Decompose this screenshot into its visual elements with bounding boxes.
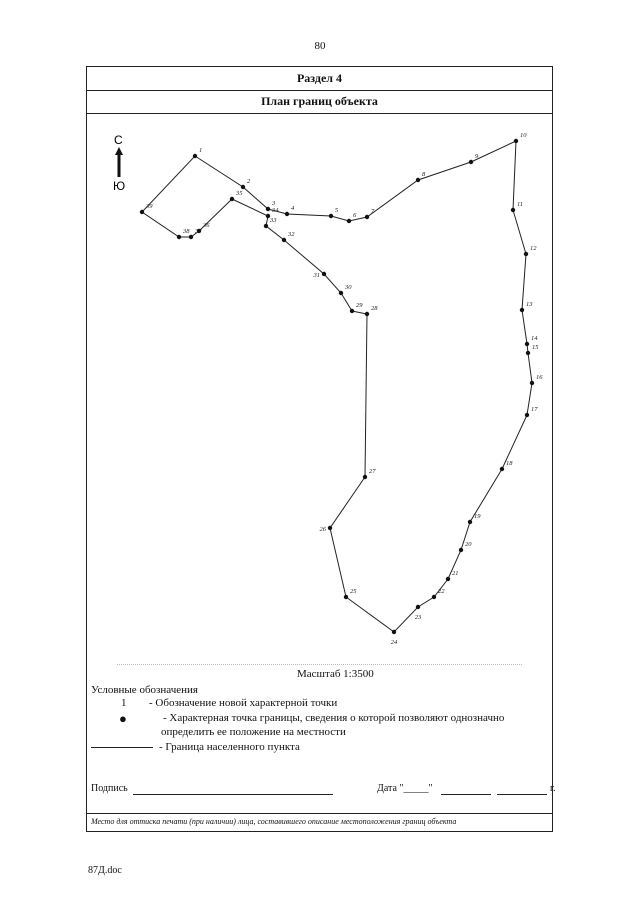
boundary-point bbox=[266, 214, 270, 218]
boundary-point bbox=[432, 595, 436, 599]
boundary-point-label: 2 bbox=[247, 178, 251, 185]
boundary-point-label: 20 bbox=[465, 541, 472, 548]
boundary-point-label: 23 bbox=[414, 614, 422, 621]
boundary-point-label: 17 bbox=[531, 406, 538, 413]
boundary-point bbox=[416, 605, 420, 609]
compass-south-label: Ю bbox=[113, 179, 126, 193]
boundary-point bbox=[459, 548, 463, 552]
signature-label: Подпись bbox=[91, 783, 128, 794]
boundary-point bbox=[468, 520, 472, 524]
boundary-points bbox=[140, 132, 543, 646]
boundary-point-label: 7 bbox=[371, 208, 375, 215]
stamp-place-note: Место для оттиска печати (при наличии) лица, составившего описание местоположения границ объекта bbox=[91, 817, 457, 826]
compass-arrowhead-icon bbox=[115, 147, 123, 155]
boundary-point-label: 9 bbox=[475, 153, 479, 160]
boundary-point bbox=[525, 342, 529, 346]
boundary-point bbox=[264, 224, 268, 228]
boundary-point-label: 37 bbox=[195, 228, 202, 235]
boundary-point-label: 18 bbox=[506, 460, 513, 467]
boundary-point bbox=[416, 178, 420, 182]
boundary-point-label: 3 bbox=[272, 200, 276, 207]
legend-point-text-line2: определить ее положение на местности bbox=[161, 726, 346, 738]
boundary-point bbox=[282, 238, 286, 242]
boundary-point-label: 28 bbox=[371, 305, 378, 312]
boundary-point bbox=[177, 235, 181, 239]
boundary-point-label: 10 bbox=[520, 132, 527, 139]
boundary-point-label: 5 bbox=[335, 207, 339, 214]
legend-point-dot-icon: ● bbox=[119, 711, 127, 726]
section-title: Раздел 4 bbox=[87, 67, 552, 91]
boundary-point-label: 30 bbox=[345, 284, 352, 291]
legend-boundary-text: - Граница населенного пункта bbox=[159, 741, 300, 753]
legend-new-point-text: - Обозначение новой характерной точки bbox=[149, 697, 338, 709]
boundary-point-label: 33 bbox=[270, 217, 277, 224]
boundary-point-label: 21 bbox=[452, 570, 459, 577]
boundary-point-label: 26 bbox=[319, 526, 326, 533]
boundary-point-label: 32 bbox=[288, 231, 295, 238]
compass bbox=[113, 133, 125, 193]
boundary-point-label: 34 bbox=[272, 207, 279, 214]
legend-title: Условные обозначения bbox=[91, 684, 198, 696]
boundary-point bbox=[526, 351, 530, 355]
boundary-point bbox=[469, 160, 473, 164]
legend-point-text-line1: - Характерная точка границы, сведения о которой позволяют однозначно bbox=[163, 712, 505, 724]
document-filename: 87Д.doc bbox=[88, 865, 122, 876]
boundary-point-label: 29 bbox=[356, 302, 363, 309]
boundary-point bbox=[193, 154, 197, 158]
boundary-point-label: 27 bbox=[369, 468, 376, 475]
boundary-point-label: 19 bbox=[474, 513, 481, 520]
boundary-point bbox=[140, 210, 144, 214]
boundary-point bbox=[514, 139, 518, 143]
legend-new-point-symbol: 1 bbox=[121, 697, 127, 709]
boundary-point bbox=[500, 467, 504, 471]
boundary-point-label: 36 bbox=[203, 222, 210, 229]
boundary-point-label: 25 bbox=[350, 588, 357, 595]
page-number: 80 bbox=[314, 40, 326, 52]
boundary-point-label: 13 bbox=[526, 301, 533, 308]
boundary-point bbox=[266, 207, 270, 211]
boundary-point bbox=[347, 219, 351, 223]
boundary-point-label: 31 bbox=[313, 272, 320, 279]
boundary-point-label: 35 bbox=[236, 190, 243, 197]
boundary-point-label: 16 bbox=[536, 374, 543, 381]
boundary-point bbox=[363, 475, 367, 479]
plan-title: План границ объекта bbox=[87, 90, 552, 114]
date-label: Дата "_____" bbox=[377, 783, 433, 794]
year-suffix: г. bbox=[550, 783, 556, 794]
boundary-point bbox=[329, 214, 333, 218]
boundary-point bbox=[365, 312, 369, 316]
boundary-point bbox=[392, 630, 396, 634]
boundary-point bbox=[328, 526, 332, 530]
boundary-point-label: 4 bbox=[291, 205, 295, 212]
boundary-point-label: 1 bbox=[199, 147, 203, 154]
boundary-point bbox=[520, 308, 524, 312]
boundary-point-label: 12 bbox=[530, 245, 537, 252]
boundary-point bbox=[230, 197, 234, 201]
boundary-point-label: 14 bbox=[531, 335, 538, 342]
boundary-point bbox=[511, 208, 515, 212]
boundary-point bbox=[530, 381, 534, 385]
boundary-point-label: 6 bbox=[353, 212, 357, 219]
boundary-point bbox=[524, 252, 528, 256]
boundary-line bbox=[142, 141, 532, 632]
boundary-point bbox=[285, 212, 289, 216]
boundary-point bbox=[446, 577, 450, 581]
boundary-point-label: 8 bbox=[422, 171, 426, 178]
boundary-point-label: 39 bbox=[146, 203, 153, 210]
boundary-point bbox=[350, 309, 354, 313]
boundary-point bbox=[344, 595, 348, 599]
boundary-point bbox=[525, 413, 529, 417]
boundary-point bbox=[339, 291, 343, 295]
boundary-point-label: 11 bbox=[517, 201, 524, 208]
compass-north-label: С bbox=[114, 133, 123, 147]
boundary-point-label: 24 bbox=[390, 639, 398, 646]
boundary-point bbox=[189, 235, 193, 239]
boundary-point bbox=[322, 272, 326, 276]
boundary-point-label: 38 bbox=[183, 228, 190, 235]
boundary-point bbox=[241, 185, 245, 189]
boundary-point-label: 15 bbox=[532, 344, 539, 351]
boundary-point bbox=[365, 215, 369, 219]
scale-text: Масштаб 1:3500 bbox=[297, 668, 374, 680]
boundary-point-label: 22 bbox=[438, 588, 445, 595]
